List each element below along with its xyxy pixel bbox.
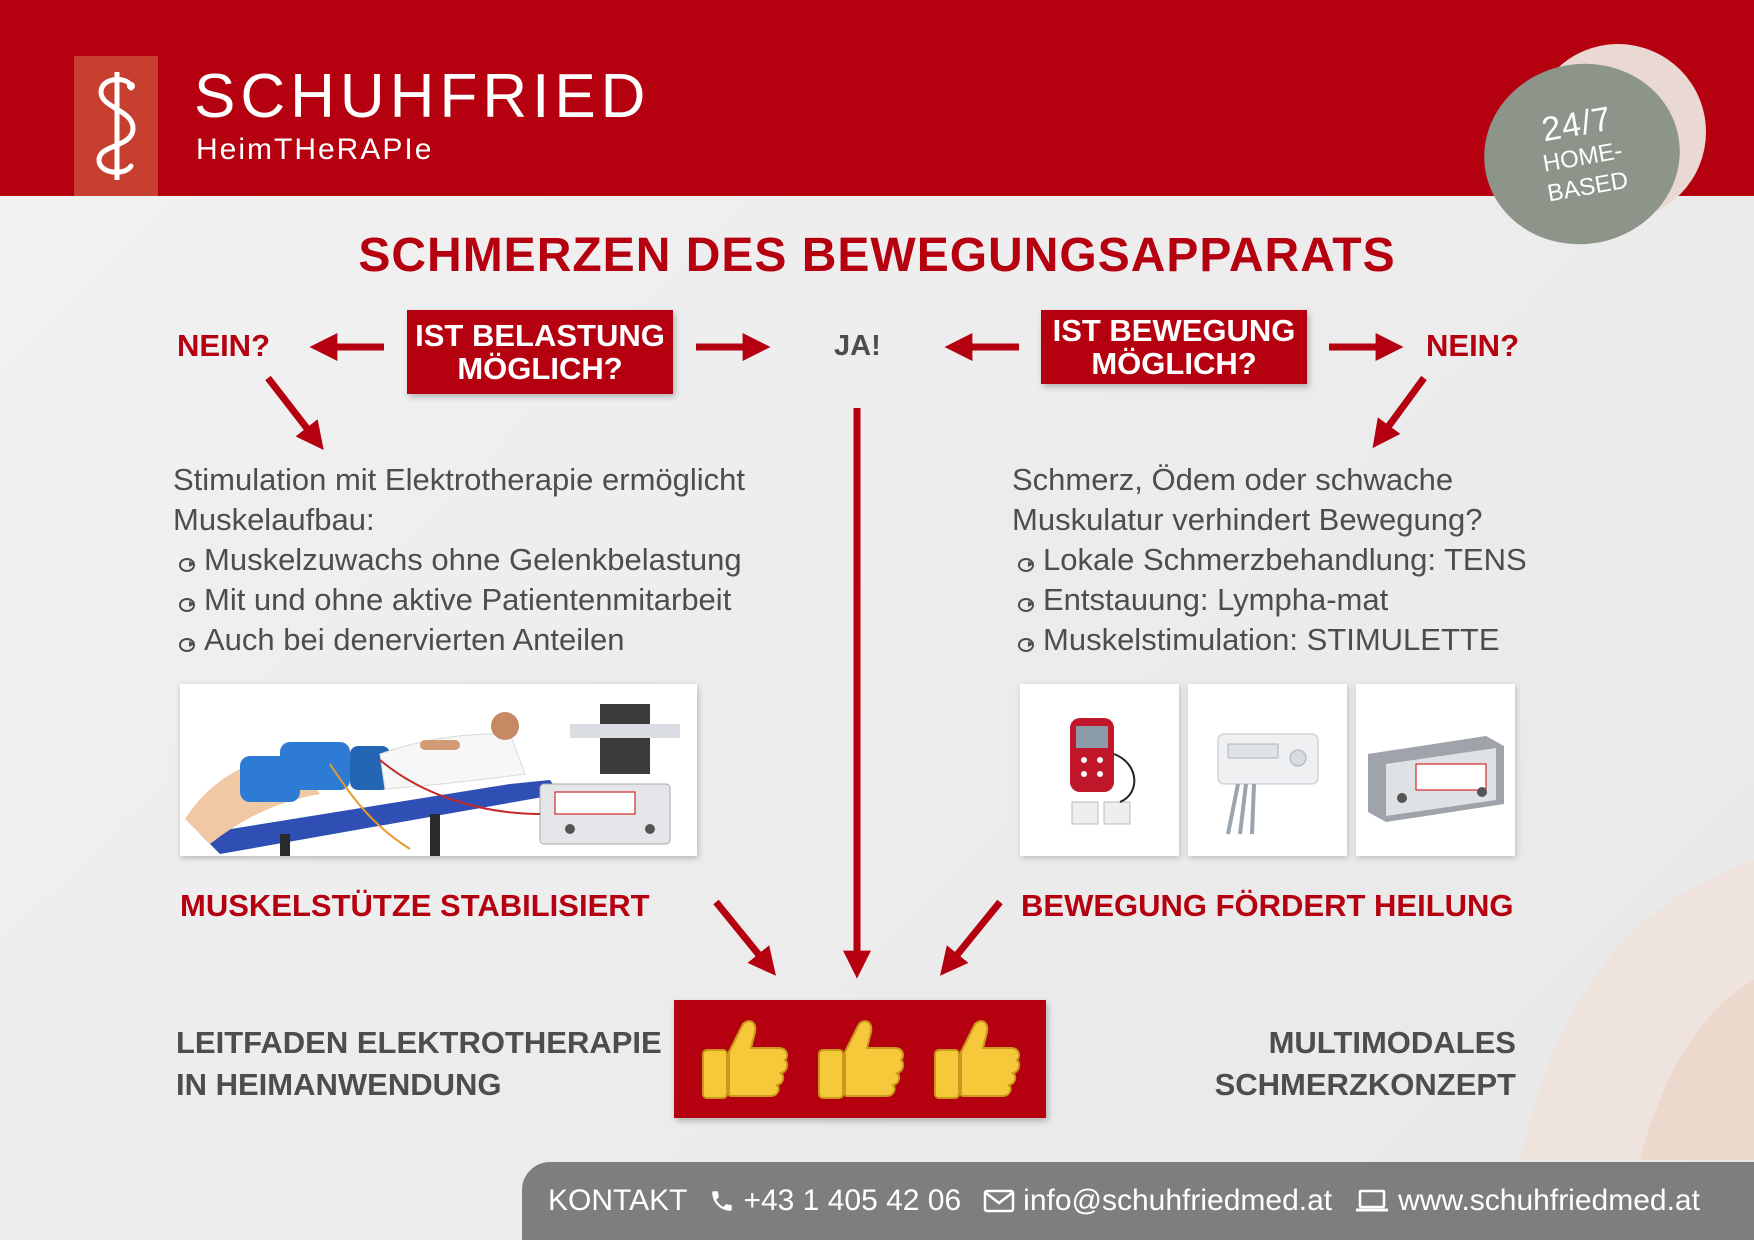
mail-icon	[983, 1188, 1015, 1214]
left-question-line-2: MÖGLICH?	[457, 351, 623, 386]
website-url: www.schuhfriedmed.at	[1398, 1184, 1700, 1217]
phone-icon	[709, 1188, 735, 1214]
tens-device-image	[1020, 684, 1179, 856]
right-no-label: NEIN?	[1426, 328, 1519, 363]
logo-icon	[74, 56, 158, 196]
left-question-line-1: IST BELASTUNG	[415, 318, 665, 353]
right-question-line-2: MÖGLICH?	[1091, 346, 1257, 381]
right-intro-line-1: Schmerz, Ödem oder schwache	[1012, 462, 1454, 497]
email-address: info@schuhfriedmed.at	[1023, 1184, 1333, 1217]
website-link[interactable]	[1354, 1184, 1700, 1218]
phone-link[interactable]	[709, 1184, 961, 1218]
phone-number: +43 1 405 42 06	[743, 1184, 962, 1217]
contact-footer	[522, 1162, 1754, 1240]
thumbs-up-box	[674, 1000, 1046, 1118]
left-no-label: NEIN?	[177, 328, 270, 363]
right-result-heading: BEWEGUNG FÖRDERT HEILUNG	[1021, 888, 1514, 923]
left-intro-line-2: Muskelaufbau:	[173, 502, 375, 537]
lymphamat-device-image	[1188, 684, 1347, 856]
left-question-box	[407, 310, 673, 394]
email-link[interactable]	[983, 1184, 1332, 1218]
contact-label: KONTAKT	[548, 1184, 688, 1217]
left-bullet-2: Mit und ohne aktive Patientenmitarbeit	[173, 580, 773, 620]
badge-line-3: BASED	[1545, 166, 1631, 208]
thumbs-up-icon	[815, 1016, 905, 1102]
guide-heading-line-2: IN HEIMANWENDUNG	[176, 1067, 502, 1102]
thumbs-up-icon	[699, 1016, 789, 1102]
arrow-right-down	[1380, 378, 1424, 438]
concept-heading-line-2: SCHMERZKONZEPT	[1214, 1067, 1516, 1102]
right-bullet-2: Entstauung: Lympha-mat	[1012, 580, 1572, 620]
brand-name: SCHUHFRIED	[194, 62, 651, 131]
left-bullet-1: Muskelzuwachs ohne Gelenkbelastung	[173, 540, 773, 580]
arrow-left-down	[268, 378, 316, 440]
concept-heading	[1190, 1022, 1516, 1106]
left-text-block	[173, 460, 773, 660]
right-text-block	[1012, 460, 1572, 660]
yes-label: JA!	[834, 330, 881, 362]
concept-heading-line-1: MULTIMODALES	[1268, 1025, 1516, 1060]
brand-subtitle: HeimTHeRAPIe	[196, 133, 434, 166]
page-title: SCHMERZEN DES BEWEGUNGSAPPARATS	[358, 229, 1396, 282]
left-bullet-3: Auch bei denervierten Anteilen	[173, 620, 773, 660]
thumbs-up-icon	[931, 1016, 1021, 1102]
left-intro-line-1: Stimulation mit Elektrotherapie ermöglicht	[173, 462, 746, 497]
laptop-icon	[1354, 1188, 1390, 1214]
arrow-left-diagonal	[716, 902, 768, 966]
contact-label-item	[548, 1184, 687, 1218]
right-bullet-3: Muskelstimulation: STIMULETTE	[1012, 620, 1572, 660]
guide-heading-line-1: LEITFADEN ELEKTROTHERAPIE	[176, 1025, 662, 1060]
right-intro-line-2: Muskulatur verhindert Bewegung?	[1012, 502, 1483, 537]
left-result-heading: MUSKELSTÜTZE STABILISIERT	[180, 888, 650, 923]
stimulette-device-image	[1356, 684, 1515, 856]
arrow-right-diagonal	[948, 902, 1000, 966]
right-question-line-1: IST BEWEGUNG	[1052, 313, 1296, 348]
right-bullet-1: Lokale Schmerzbehandlung: TENS	[1012, 540, 1572, 580]
therapy-photo	[180, 684, 697, 856]
badge-line-2: HOME-	[1540, 137, 1625, 178]
badge-line-1: 24/7	[1538, 99, 1615, 150]
guide-heading	[176, 1022, 662, 1106]
right-question-box	[1041, 310, 1307, 384]
